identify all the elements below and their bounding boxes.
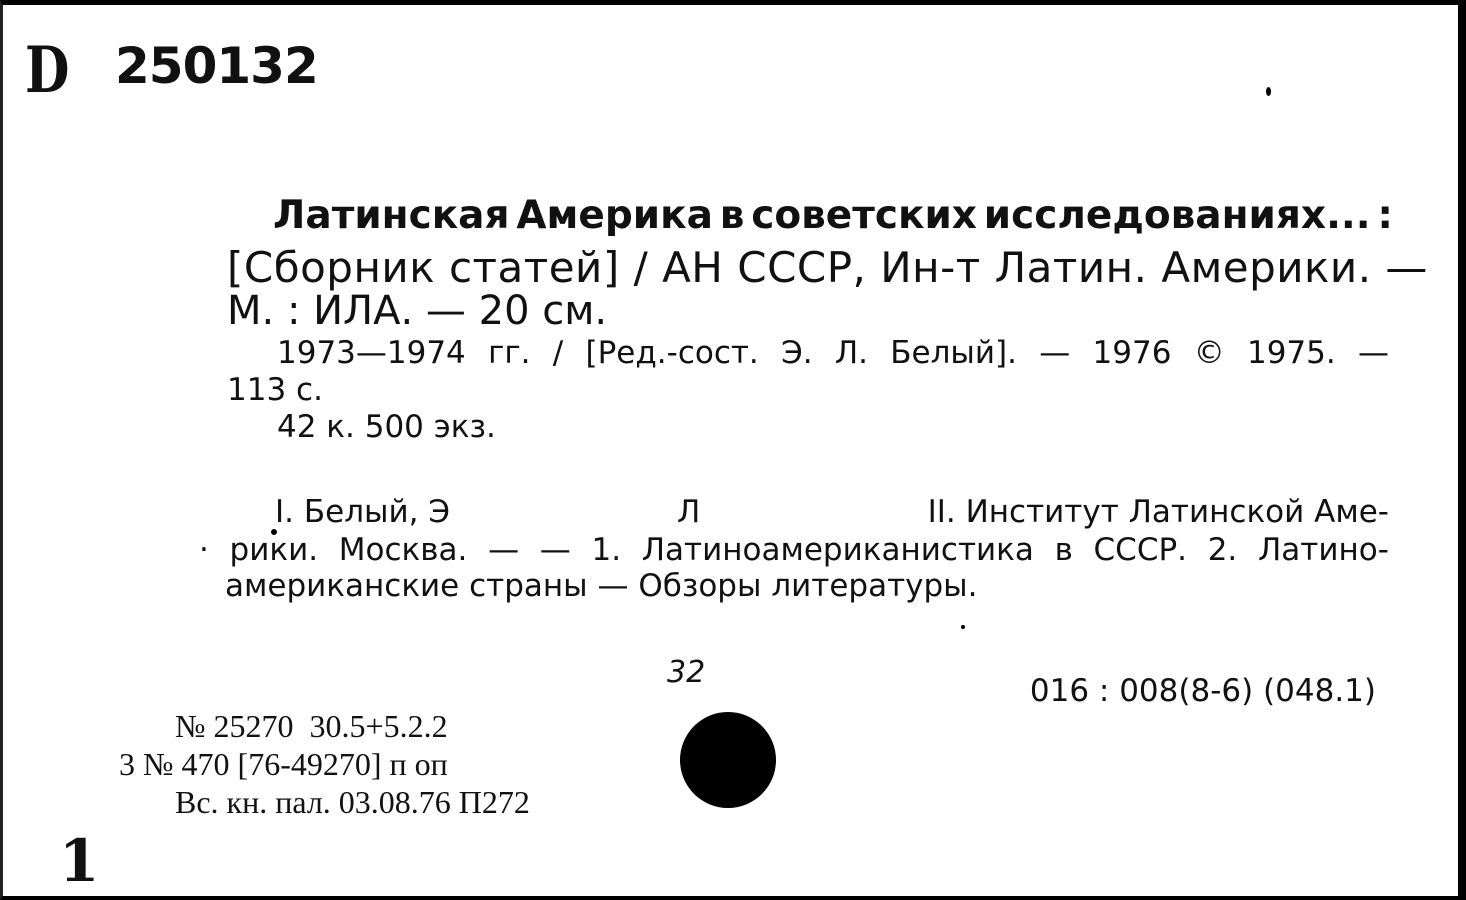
tracing-institution: II. Институт Латинской Аме- [927,494,1389,530]
tracing-word: — [488,532,520,568]
tracing-author: I. Белый, Э [275,494,450,530]
volume-word: 1976 [1092,335,1172,371]
volume-word: 1973—1974 [277,335,466,371]
call-number-prefix: D [25,33,70,108]
volume-word: гг. [488,335,531,371]
tracing-word: Москва. [338,532,468,568]
tracing-word: СССР. [1093,532,1188,568]
imprint-line: № 25270 30.5+5.2.2 [175,708,448,744]
volume-word: — [1357,335,1389,371]
price-line: 42 к. 500 экз. [277,409,496,445]
tracing-initial: Л [677,494,701,530]
tracing-word: 1. [591,532,622,568]
udc-classification: 016 : 008(8-6) (048.1) [1029,673,1376,709]
handwritten-mark: 32 [667,655,706,690]
publication-line: М. : ИЛА. — 20 см. [227,288,608,334]
imprint-line: Вс. кн. пал. 03.08.76 П272 [175,784,530,820]
title-word: Латинская [273,193,510,238]
volume-word: Л. [834,335,868,371]
volume-word: — [1039,335,1071,371]
volume-word: © [1193,335,1225,371]
tracing-word: Латиноамериканистика [641,532,1034,568]
title-continuation: [Сборник статей] / АН СССР, Ин-т Латин. Америки. — [227,243,1428,292]
tracing-word: 2. [1207,532,1238,568]
title-word: Америка [516,193,713,238]
ink-speck [1266,87,1271,96]
handwritten-corner-mark: 1 [59,827,100,895]
volume-word: Белый]. [890,335,1017,371]
title-word: исследованиях... [983,193,1371,238]
tracing-word: · [199,532,209,568]
volume-word: [Ред.-сост. [585,335,759,371]
pages-line: 113 с. [227,372,323,408]
tracing-word: рики. [229,532,319,568]
title-word: советских [751,193,977,238]
volume-word: Э. [781,335,813,371]
volume-line [277,335,1389,371]
tracing-line [199,532,1389,568]
tracing-word: Латино- [1257,532,1389,568]
title-line [273,193,1393,238]
tracing-line: американские страны — Обзоры литературы. [225,568,978,604]
tracing-word: в [1054,532,1073,568]
title-word: : [1377,193,1393,238]
imprint-line: 3 № 470 [76-49270] п оп [119,746,448,782]
volume-word: 1975. [1246,335,1336,371]
volume-word: / [552,335,564,371]
punch-hole [680,712,776,808]
ink-speck [961,625,965,629]
call-number: 250132 [115,37,318,95]
title-word: в [719,193,745,238]
tracing-word: — [539,532,571,568]
